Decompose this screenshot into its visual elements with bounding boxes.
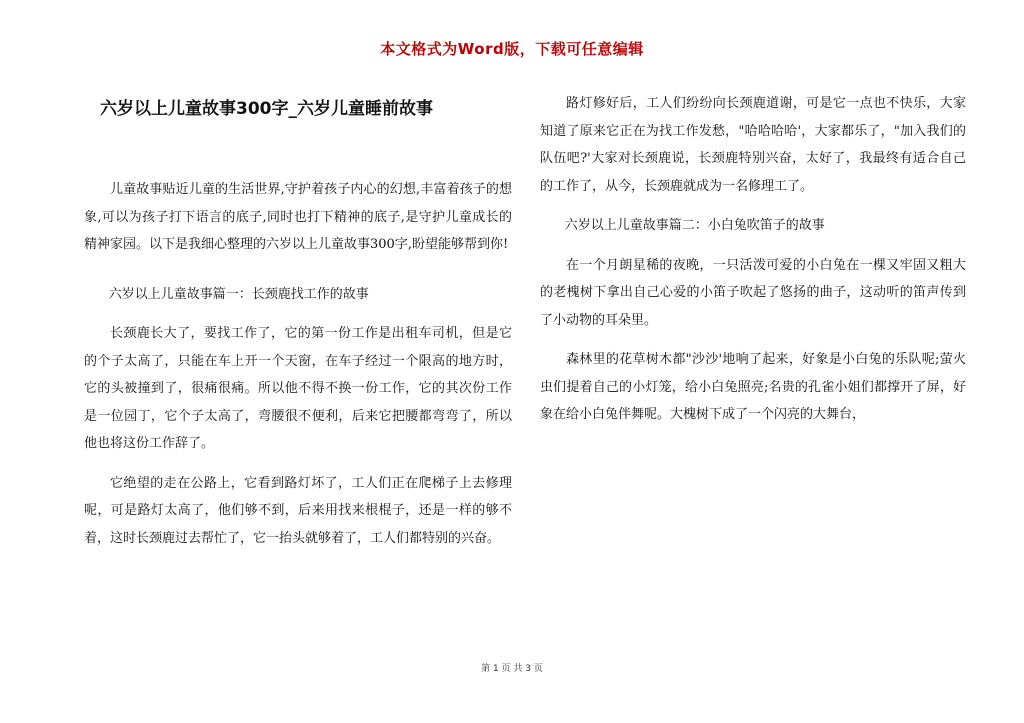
story2-paragraph-2: 森林里的花草树木都"沙沙'地响了起来，好象是小白兔的乐队呢;萤火虫们提着自己的小灯笼，给小白兔照亮;名贵的孔雀小姐们都撑开了屏，好象在给小白兔伴舞呢。大槐树下成了一个闪亮的大舞台， bbox=[540, 352, 966, 422]
editable-format-banner: 本文格式为Word版，下载可任意编辑 bbox=[380, 40, 644, 58]
story1-paragraph-1: 长颈鹿长大了，要找工作了，它的第一份工作是出租车司机，但是它的个子太高了，只能在车上开一个天窗，在车子经过一个限高的地方时，它的头被撞到了，很痛很痛。所以他不得不换一份工作，它的其次份工作是一位园丁，它个子太高了，弯腰很不便利，后来它把腰都弯弯了，所以他也将这份工作辞了。 bbox=[84, 326, 512, 451]
story1-paragraph-3: 路灯修好后，工人们纷纷向长颈鹿道谢，可是它一点也不快乐，大家知道了原来它正在为找工作发愁，"哈哈哈哈'，大家都乐了，"加入我们的队伍吧?'大家对长颈鹿说，长颈鹿特别兴奋，太好了，我最终有适合自己的工作了，从今，长颈鹿就成为一名修理工了。 bbox=[540, 96, 966, 194]
story2-paragraph-1: 在一个月朗星稀的夜晚，一只活泼可爱的小白兔在一棵又牢固又粗大的老槐树下拿出自己心爱的小笛子吹起了悠扬的曲子，这动听的笛声传到了小动物的耳朵里。 bbox=[540, 257, 966, 328]
document-title: 六岁以上儿童故事300字_六岁儿童睡前故事 bbox=[100, 99, 433, 119]
page-number-footer: 第 1 页 共 3 页 bbox=[481, 664, 543, 674]
story1-heading: 六岁以上儿童故事篇一：长颈鹿找工作的故事 bbox=[108, 286, 369, 302]
right-column bbox=[540, 78, 966, 429]
story1-paragraph-2: 它绝望的走在公路上，它看到路灯坏了，工人们正在爬梯子上去修理呢，可是路灯太高了，他们够不到，后来用找来根棍子，还是一样的够不着，这时长颈鹿过去帮忙了，它一抬头就够着了，工人们都特别的兴奋。 bbox=[84, 475, 512, 546]
intro-paragraph: 儿童故事贴近儿童的生活世界,守护着孩子内心的幻想,丰富着孩子的想象,可以为孩子打下语言的底子,同时也打下精神的底子,是守护儿童成长的精神家园。以下是我细心整理的六岁以上儿童故事300字,盼望能够帮到你! bbox=[84, 182, 512, 252]
story2-heading: 六岁以上儿童故事篇二：小白兔吹笛子的故事 bbox=[564, 218, 825, 233]
left-column bbox=[84, 176, 512, 552]
